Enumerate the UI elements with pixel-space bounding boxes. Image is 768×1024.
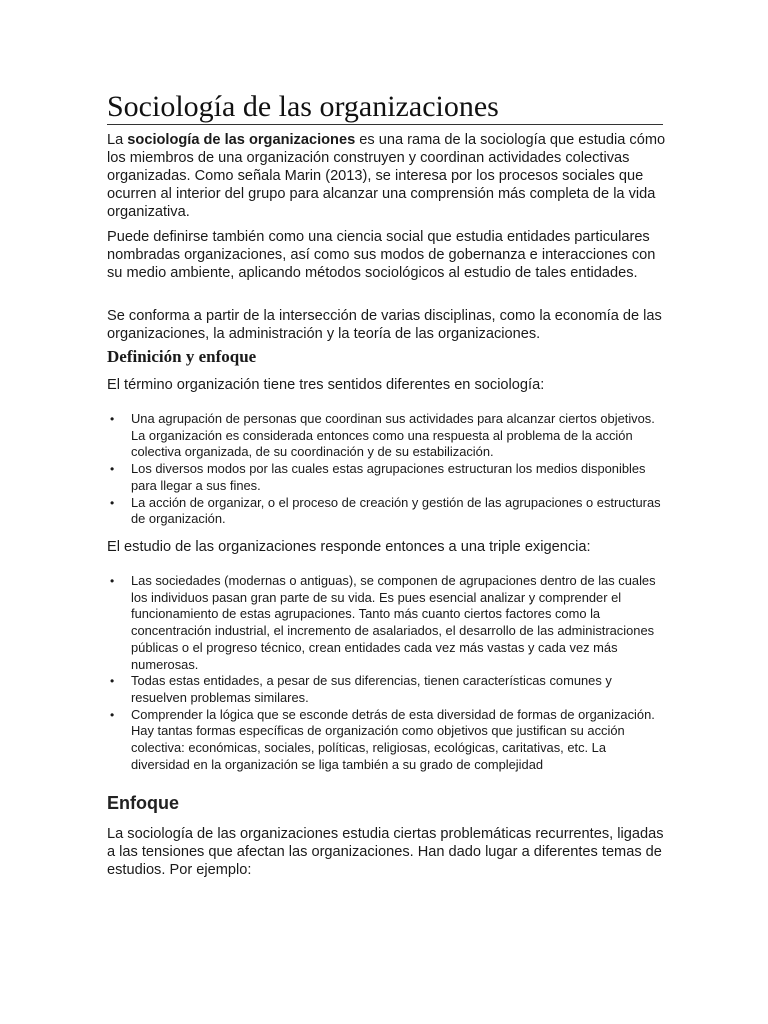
- list-item-text: Comprender la lógica que se esconde detrás de esta diversidad de formas de organización. Hay tantas formas específicas de organización como objetivos que justifican su acción colectiva: económicas, sociales, políticas, religiosas, ecológicas, caritativas, etc. La diversidad en la organización se liga también a su grado de complejidad: [131, 706, 655, 772]
- bullet-glyph: •: [110, 574, 115, 588]
- exigencia-intro: El estudio de las organizaciones responde entonces a una triple exigencia:: [107, 539, 591, 555]
- list-item-text: Una agrupación de personas que coordinan sus actividades para alcanzar ciertos objetivos. La organización es considerada entonces como una respuesta al problema de la acción colectiva organizada, de su coordinación y de su estabilización.: [131, 411, 655, 460]
- section-heading-enfoque: Enfoque: [107, 793, 179, 813]
- intro-lead: La: [107, 132, 128, 148]
- list-item: [107, 461, 663, 494]
- bullet-glyph: •: [110, 495, 115, 510]
- list-item: [107, 495, 663, 528]
- list-item-text: Las sociedades (modernas o antiguas), se componen de agrupaciones dentro de las cuales los individuos pasan gran parte de su vida. Es pues esencial analizar y comprender el funcionamiento de estas agrupaciones. Tanto más cuanto ciertos factores como la concentración industrial, el incremento de asalariados, el desarrollo de las administraciones públicas o el progreso técnico, crean entidades cada vez más vastas y cada vez más numerosas.: [131, 573, 656, 672]
- bullet-glyph: •: [110, 462, 115, 477]
- sentidos-list: [107, 411, 663, 528]
- sentidos-intro: El término organización tiene tres sentidos diferentes en sociología:: [107, 377, 545, 393]
- section-heading-definicion: Definición y enfoque: [107, 347, 257, 366]
- list-item: [107, 411, 663, 461]
- list-item: [107, 707, 663, 774]
- intro-rest: es una rama de la sociología que estudia cómo los miembros de una organización construyen y coordinan actividades colectivas organizadas. Como señala Marin (2013), se interesa por los procesos sociales que ocurren al interior del grupo para alcanzar una comprensión más completa de la vida organizativa.: [107, 132, 666, 220]
- disciplines-paragraph: Se conforma a partir de la intersección de varias disciplinas, como la economía de las organizaciones, la administración y la teoría de las organizaciones.: [107, 308, 662, 342]
- list-item-text: Los diversos modos por las cuales estas agrupaciones estructuran los medios disponibles para llegar a sus fines.: [131, 461, 646, 493]
- exigencia-list: [107, 573, 663, 773]
- list-item-text: La acción de organizar, o el proceso de creación y gestión de las agrupaciones o estructuras de organización.: [131, 494, 661, 527]
- bullet-glyph: •: [110, 674, 115, 689]
- list-item: [107, 573, 663, 673]
- enfoque-paragraph: La sociología de las organizaciones estudia ciertas problemáticas recurrentes, ligadas a las tensiones que afectan las organizaciones. Han dado lugar a diferentes temas de estudios. Por ejemplo:: [107, 826, 664, 878]
- list-item-text: Todas estas entidades, a pesar de sus diferencias, tienen características comunes y resuelven problemas similares.: [131, 673, 612, 705]
- intro-bold-term: sociología de las organizaciones: [127, 132, 356, 148]
- bullet-glyph: •: [110, 412, 115, 426]
- list-item: [107, 673, 663, 706]
- definition-paragraph: Puede definirse también como una ciencia social que estudia entidades particulares nombradas organizaciones, así como sus modos de gobernanza e interacciones con su medio ambiente, aplicando métodos sociológicos al estudio de tales entidades.: [107, 229, 656, 281]
- bullet-glyph: •: [110, 707, 115, 722]
- document-title: Sociología de las organizaciones: [107, 90, 663, 125]
- intro-paragraph: [107, 131, 667, 221]
